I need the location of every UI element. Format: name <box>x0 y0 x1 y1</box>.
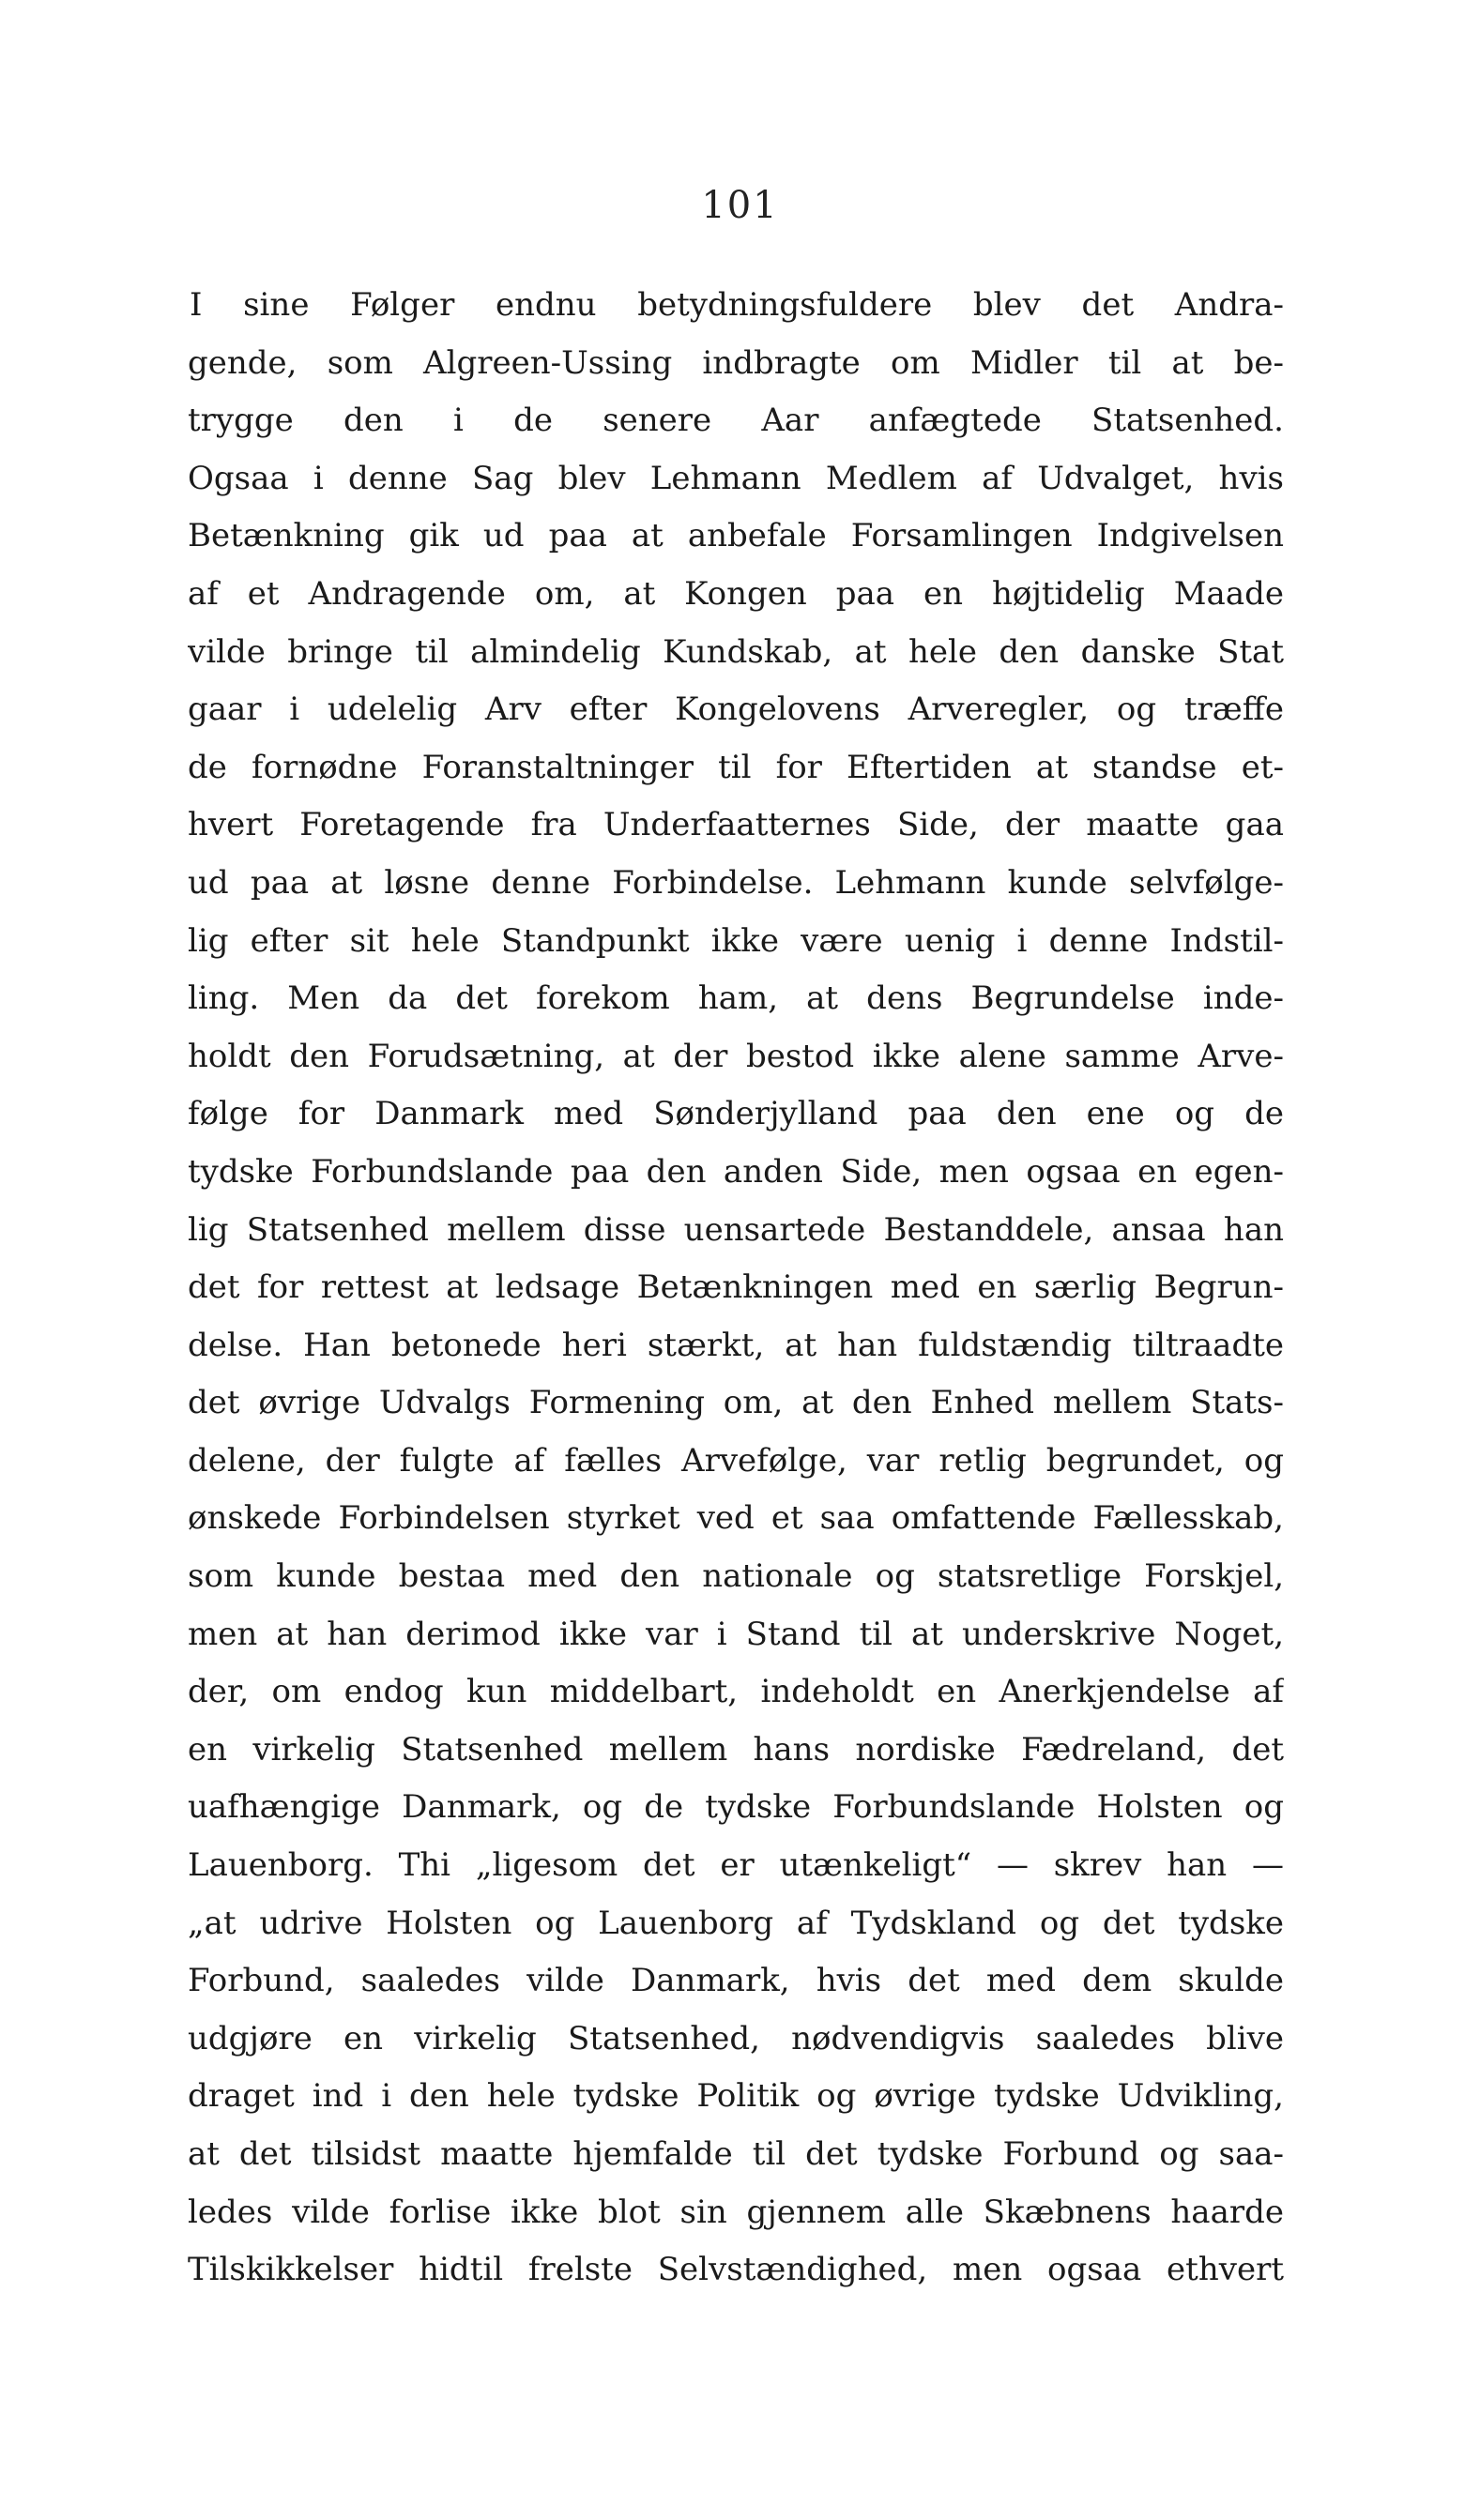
text-line: tydske Forbundslande paa den anden Side, men ogsaa en egen- <box>188 1152 1284 1191</box>
text-line: ledes vilde forlise ikke blot sin gjennem alle Skæbnens haarde <box>188 2193 1284 2231</box>
text-line: det øvrige Udvalgs Formening om, at den Enhed mellem Stats- <box>188 1384 1284 1422</box>
text-line: at det tilsidst maatte hjemfalde til det tydske Forbund og saa- <box>188 2135 1284 2173</box>
text-line: Lauenborg. Thi „ligesom det er utænkeligt“ — skrev han — <box>188 1846 1284 1885</box>
text-line: delse. Han betonede heri stærkt, at han fuldstændig tiltraadte <box>188 1326 1284 1364</box>
text-line: holdt den Forudsætning, at der bestod ikke alene samme Arve- <box>188 1037 1284 1075</box>
body-text <box>188 277 1284 2300</box>
text-line: men at han derimod ikke var i Stand til at underskrive Noget, <box>188 1615 1284 1653</box>
page-number: 101 <box>701 184 779 227</box>
text-line: I sine Følger endnu betydningsfuldere blev det Andra- <box>190 286 1284 324</box>
text-line: Forbund, saaledes vilde Danmark, hvis det med dem skulde <box>188 1962 1284 2000</box>
text-line: ønskede Forbindelsen styrket ved et saa omfattende Fællesskab, <box>188 1499 1284 1538</box>
text-line: som kunde bestaa med den nationale og statsretlige Forskjel, <box>188 1557 1284 1596</box>
text-line: delene, der fulgte af fælles Arvefølge, var retlig begrundet, og <box>188 1441 1284 1480</box>
text-line: ud paa at løsne denne Forbindelse. Lehmann kunde selvfølge- <box>188 863 1284 902</box>
text-line: Tilskikkelser hidtil frelste Selvstændighed, men ogsaa ethvert <box>188 2251 1284 2289</box>
text-line: Betænkning gik ud paa at anbefale Forsamlingen Indgivelsen <box>188 517 1284 555</box>
text-line: følge for Danmark med Sønderjylland paa den ene og de <box>188 1095 1284 1133</box>
text-line: draget ind i den hele tydske Politik og øvrige tydske Udvikling, <box>188 2077 1284 2116</box>
text-line: gende, som Algreen-Ussing indbragte om Midler til at be- <box>188 343 1284 382</box>
text-line: vilde bringe til almindelig Kundskab, at hele den danske Stat <box>188 632 1284 671</box>
text-line: en virkelig Statsenhed mellem hans nordiske Fædreland, det <box>188 1730 1284 1769</box>
text-line: af et Andragende om, at Kongen paa en højtidelig Maade <box>188 574 1284 613</box>
text-line: hvert Foretagende fra Underfaatternes Side, der maatte gaa <box>188 806 1284 844</box>
text-line: uafhængige Danmark, og de tydske Forbundslande Holsten og <box>188 1788 1284 1827</box>
text-line: lig Statsenhed mellem disse uensartede Bestanddele, ansaa han <box>188 1210 1284 1249</box>
text-line: gaar i udelelig Arv efter Kongelovens Arveregler, og træffe <box>188 691 1284 729</box>
text-line: lig efter sit hele Standpunkt ikke være uenig i denne Indstil- <box>188 921 1284 960</box>
text-line: udgjøre en virkelig Statsenhed, nødvendigvis saaledes blive <box>188 2019 1284 2057</box>
text-line: der, om endog kun middelbart, indeholdt en Anerkjendelse af <box>188 1673 1284 1711</box>
text-line: trygge den i de senere Aar anfægtede Statsenhed. <box>188 402 1284 440</box>
text-line: de fornødne Foranstaltninger til for Eftertiden at standse et- <box>188 748 1284 786</box>
text-line: „at udrive Holsten og Lauenborg af Tydskland og det tydske <box>188 1904 1284 1942</box>
text-line: det for rettest at ledsage Betænkningen med en særlig Begrun- <box>188 1268 1284 1307</box>
text-line: Ogsaa i denne Sag blev Lehmann Medlem af Udvalget, hvis <box>188 459 1284 497</box>
text-line: ling. Men da det forekom ham, at dens Begrundelse inde- <box>188 979 1284 1018</box>
